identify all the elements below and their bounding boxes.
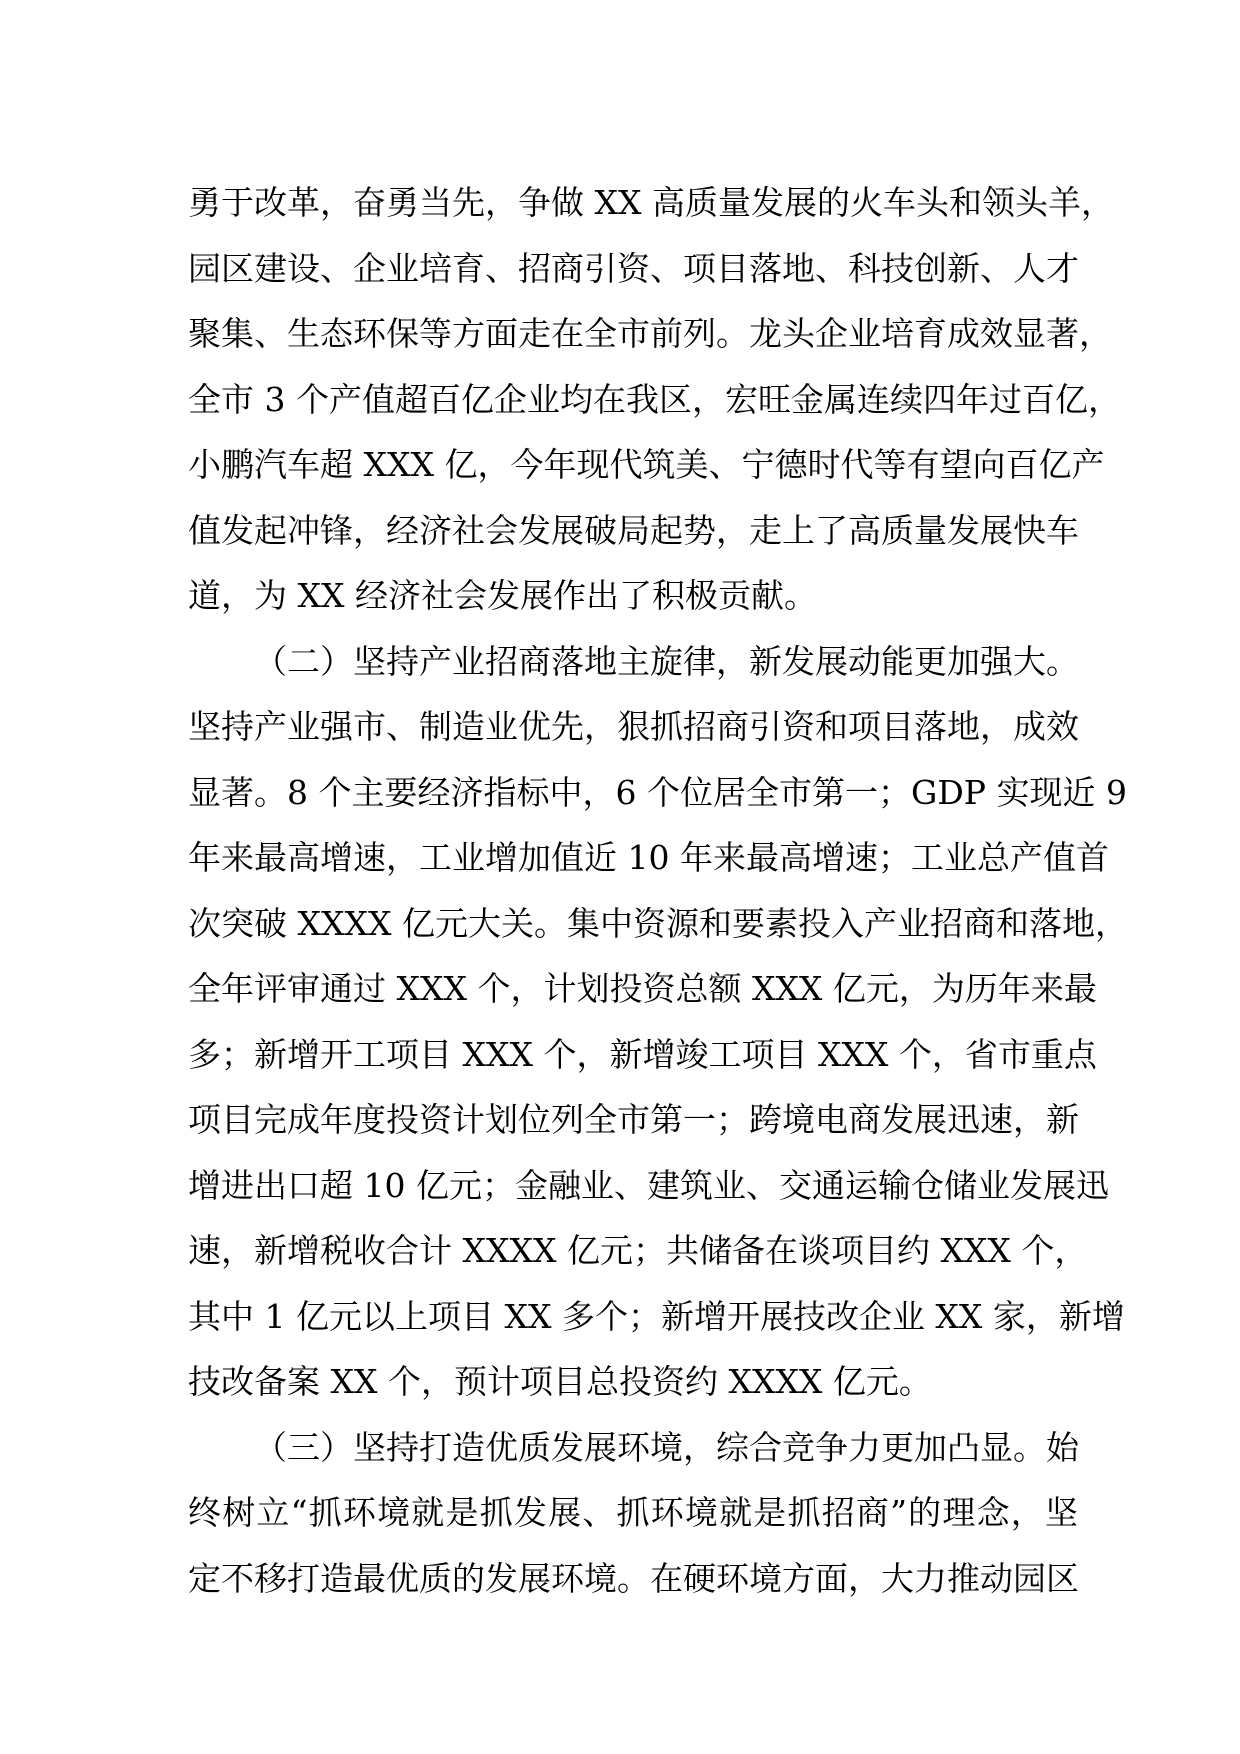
text-line: 坚持产业强市、制造业优先，狠抓招商引资和项目落地，成效: [188, 707, 1079, 746]
text-line: 增进出口超 10 亿元；金融业、建筑业、交通运输仓储业发展迅: [188, 1165, 1109, 1205]
text-line: 值发起冲锋，经济社会发展破局起势，走上了高质量发展快车: [188, 510, 1079, 550]
text-line: 全年评审通过 XXX 个，计划投资总额 XXX 亿元，为历年来最: [188, 969, 1097, 1008]
text-line: 年来最高增速，工业增加值近 10 年来最高增速；工业总产值首: [188, 838, 1109, 877]
text-line: 项目完成年度投资计划位列全市第一；跨境电商发展迅速，新: [188, 1100, 1079, 1139]
body-text: [188, 170, 1128, 1611]
text-line: 聚集、生态环保等方面走在全市前列。龙头企业培育成效显著，: [188, 314, 1112, 353]
section-heading-three: （三）坚持打造优质发展环境，综合竞争力更加凸显。始: [254, 1427, 1079, 1467]
text-line: 全市 3 个产值超百亿企业均在我区，宏旺金属连续四年过百亿，: [188, 379, 1121, 419]
text-line: 速，新增税收合计 XXXX 亿元；共储备在谈项目约 XXX 个，: [188, 1231, 1088, 1270]
text-line: 显著。8 个主要经济指标中，6 个位居全市第一；GDP 实现近 9: [188, 772, 1127, 812]
text-line: 勇于改革，奋勇当先，争做 XX 高质量发展的火车头和领头羊，: [188, 183, 1114, 222]
text-line: 次突破 XXXX 亿元大关。集中资源和要素投入产业招商和落地，: [188, 903, 1128, 943]
section-heading-two: （二）坚持产业招商落地主旋律，新发展动能更加强大。: [254, 641, 1079, 681]
text-line: 定不移打造最优质的发展环境。在硬环境方面，大力推动园区: [188, 1558, 1079, 1598]
text-line: 园区建设、企业培育、招商引资、项目落地、科技创新、人才: [188, 248, 1079, 288]
text-line: 终树立“抓环境就是抓发展、抓环境就是抓招商”的理念，坚: [188, 1493, 1078, 1532]
text-line: 多；新增开工项目 XXX 个，新增竣工项目 XXX 个，省市重点: [188, 1034, 1097, 1074]
text-line: 道，为 XX 经济社会发展作出了积极贡献。: [188, 576, 817, 615]
text-line: 技改备案 XX 个，预计项目总投资约 XXXX 亿元。: [188, 1362, 932, 1401]
text-line: 其中 1 亿元以上项目 XX 多个；新增开展技改企业 XX 家，新增: [188, 1296, 1125, 1336]
text-line: 小鹏汽车超 XXX 亿，今年现代筑美、宁德时代等有望向百亿产: [188, 445, 1105, 484]
